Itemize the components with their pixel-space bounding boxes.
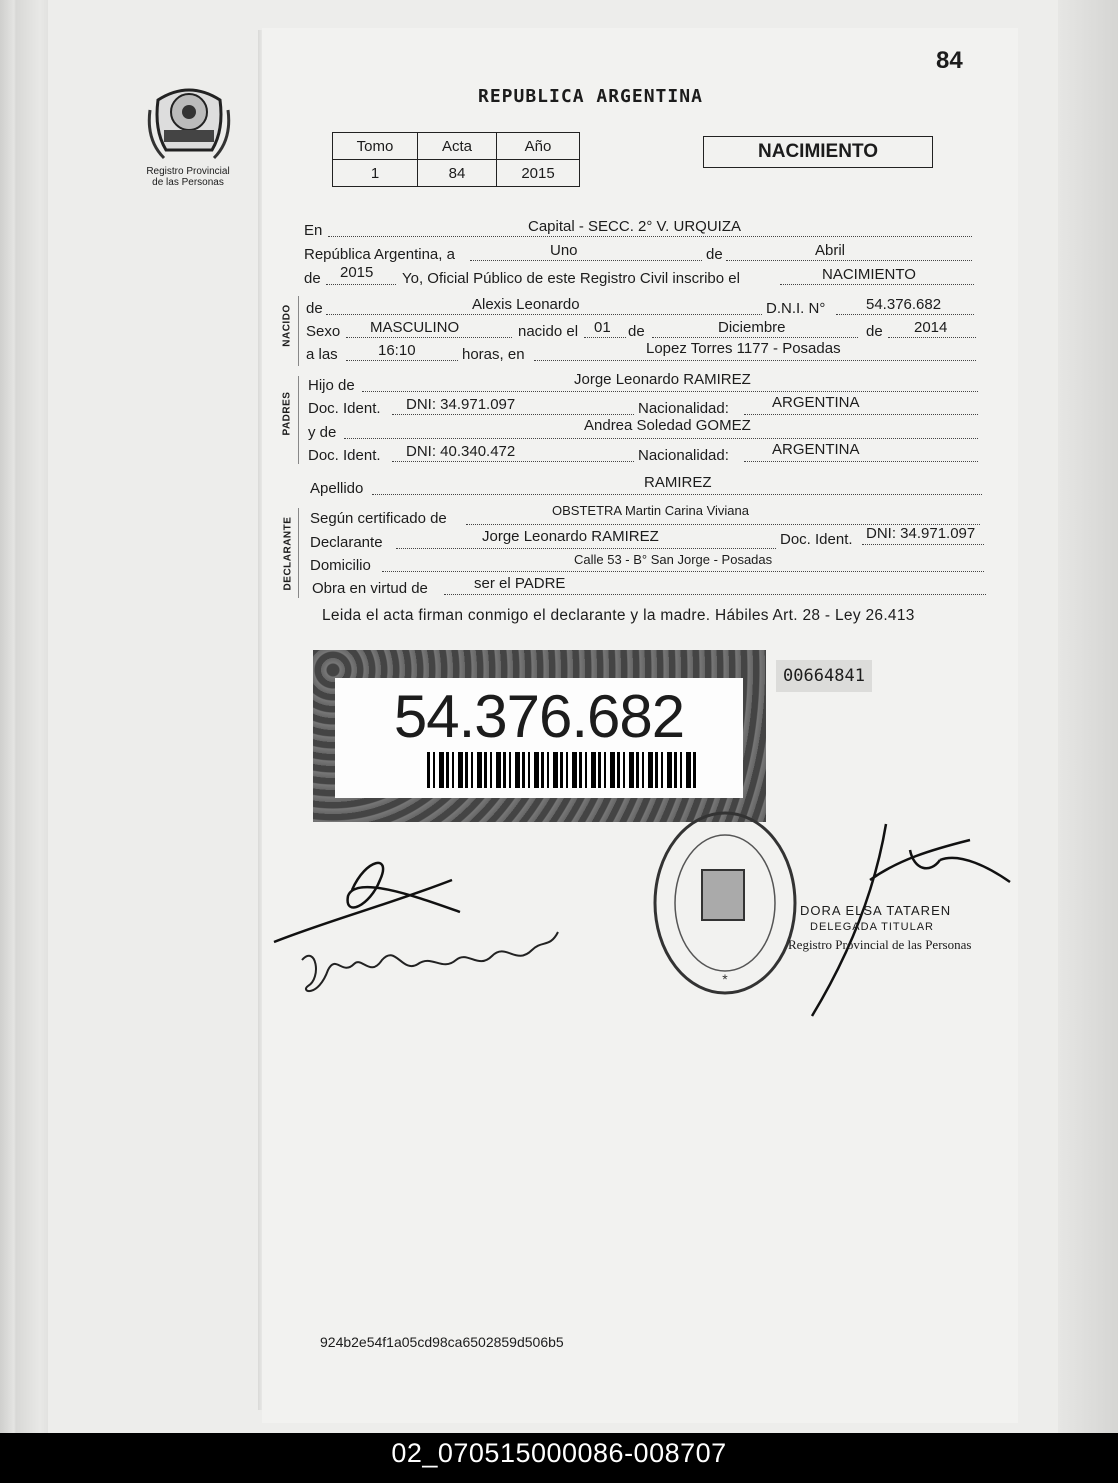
dotted-line xyxy=(362,391,978,392)
svg-text:*: * xyxy=(722,971,728,987)
alas-label: a las xyxy=(306,346,338,363)
registry-table xyxy=(332,132,580,187)
birth-month-value: Diciembre xyxy=(718,319,786,336)
padres-section-label: PADRES xyxy=(281,391,293,436)
declarante-section-label: DECLARANTE xyxy=(282,516,294,591)
page-number: 84 xyxy=(936,47,963,74)
doc-ident-label: Doc. Ident. xyxy=(308,400,381,417)
dotted-line xyxy=(470,260,702,261)
record-type-box: NACIMIENTO xyxy=(703,136,933,168)
time-value: 16:10 xyxy=(378,342,416,359)
father-name-value: Jorge Leonardo RAMIREZ xyxy=(574,371,751,388)
dotted-line xyxy=(346,360,458,361)
father-doc-value: DNI: 34.971.097 xyxy=(406,396,516,413)
mother-name-value: Andrea Soledad GOMEZ xyxy=(584,417,751,434)
dotted-line xyxy=(584,337,626,338)
domicilio-label: Domicilio xyxy=(310,557,371,574)
official-name: DORA ELSA TATAREN xyxy=(800,903,952,918)
doc-ident-label: Doc. Ident. xyxy=(780,531,853,548)
de-label: de xyxy=(628,323,645,340)
de-label: de xyxy=(304,270,321,287)
dotted-line xyxy=(396,548,776,549)
dotted-line xyxy=(372,494,982,495)
dotted-line xyxy=(726,260,972,261)
horas-label: horas, en xyxy=(462,346,525,363)
father-nationality-value: ARGENTINA xyxy=(772,394,860,411)
dotted-line xyxy=(392,414,634,415)
country-heading: REPUBLICA ARGENTINA xyxy=(478,86,703,107)
dotted-line xyxy=(328,236,972,237)
dni-stamp-panel xyxy=(335,678,743,798)
sexo-label: Sexo xyxy=(306,323,341,340)
serial-number: 00664841 xyxy=(776,660,872,692)
mother-nationality-value: ARGENTINA xyxy=(772,441,860,458)
official-title: DELEGADA TITULAR xyxy=(810,921,934,933)
nacionalidad-label: Nacionalidad: xyxy=(638,447,729,464)
dotted-line xyxy=(326,314,762,315)
apellido-value: RAMIREZ xyxy=(644,474,712,491)
section-divider xyxy=(298,508,299,598)
dni-label: D.N.I. N° xyxy=(766,300,826,317)
dotted-line xyxy=(346,337,512,338)
year-value: 2015 xyxy=(340,264,374,281)
dotted-line xyxy=(326,284,396,285)
y-de-label: y de xyxy=(308,424,337,441)
dotted-line xyxy=(888,337,976,338)
official-office: Registro Provincial de las Personas xyxy=(788,937,972,952)
day-value: Uno xyxy=(550,242,578,259)
closing-text: Leida el acta firman conmigo el declarante y la madre. Hábiles Art. 28 - Ley 26.413 xyxy=(322,607,915,624)
document-hash: 924b2e54f1a05cd98ca6502859d506b5 xyxy=(320,1334,564,1350)
registry-round-stamp xyxy=(650,808,800,998)
declarante-value: Jorge Leonardo RAMIREZ xyxy=(482,528,659,545)
section-divider xyxy=(298,296,299,366)
tomo-value: 1 xyxy=(333,160,418,187)
section-divider xyxy=(298,376,299,464)
child-dni-value: 54.376.682 xyxy=(866,296,942,313)
birth-day-value: 01 xyxy=(594,319,611,336)
official-block xyxy=(788,902,971,953)
apellido-label: Apellido xyxy=(310,480,364,497)
de-label: de xyxy=(706,246,723,263)
dotted-line xyxy=(652,337,858,338)
obra-value: ser el PADRE xyxy=(474,575,566,592)
place-value: Capital - SECC. 2° V. URQUIZA xyxy=(528,218,742,235)
mother-signature xyxy=(292,920,572,1010)
acta-header: Acta xyxy=(418,133,497,160)
dotted-line xyxy=(392,461,634,462)
nacionalidad-label: Nacionalidad: xyxy=(638,400,729,417)
ano-value: 2015 xyxy=(497,160,580,187)
dotted-line xyxy=(744,461,978,462)
dotted-line xyxy=(344,438,978,439)
birth-place-value: Lopez Torres 1177 - Posadas xyxy=(646,340,841,357)
acta-value: 84 xyxy=(418,160,497,187)
seal-caption: Registro Provincial de las Personas xyxy=(146,166,230,188)
dotted-line xyxy=(836,314,974,315)
child-name-value: Alexis Leonardo xyxy=(472,296,580,313)
dni-stamp xyxy=(313,650,766,822)
dotted-line xyxy=(744,414,978,415)
barcode xyxy=(427,752,697,788)
dotted-line xyxy=(382,571,984,572)
dotted-line xyxy=(780,284,974,285)
dni-stamp-number: 54.376.682 xyxy=(393,683,685,750)
domicilio-value: Calle 53 - B° San Jorge - Posadas xyxy=(574,552,773,567)
oficial-text: Yo, Oficial Público de este Registro Civil inscribo el xyxy=(402,270,740,287)
birth-year-value: 2014 xyxy=(914,319,948,336)
nacido-section-label: NACIDO xyxy=(281,304,293,347)
doc-ident-label: Doc. Ident. xyxy=(308,447,381,464)
footer-code: 02_070515000086-008707 xyxy=(391,1438,727,1468)
en-label: En xyxy=(304,222,323,239)
month-value: Abril xyxy=(815,242,846,259)
sexo-value: MASCULINO xyxy=(370,319,460,336)
de-label: de xyxy=(866,323,883,340)
declarante-doc-value: DNI: 34.971.097 xyxy=(866,525,976,542)
certificado-label: Según certificado de xyxy=(310,510,447,527)
provincial-seal-logo xyxy=(144,70,234,162)
certificado-value: OBSTETRA Martin Carina Viviana xyxy=(552,503,749,518)
declarante-label: Declarante xyxy=(310,534,383,551)
obra-label: Obra en virtud de xyxy=(312,580,428,597)
tomo-header: Tomo xyxy=(333,133,418,160)
inscribed-value: NACIMIENTO xyxy=(822,266,916,283)
mother-doc-value: DNI: 40.340.472 xyxy=(406,443,516,460)
dotted-line xyxy=(862,544,984,545)
dotted-line xyxy=(534,360,976,361)
de-label: de xyxy=(306,300,323,317)
republica-label: República Argentina, a xyxy=(304,246,455,263)
book-binding xyxy=(0,0,48,1433)
page-edge xyxy=(1058,0,1118,1433)
ano-header: Año xyxy=(497,133,580,160)
dotted-line xyxy=(444,594,986,595)
hijo-de-label: Hijo de xyxy=(308,377,355,394)
nacido-el-label: nacido el xyxy=(518,323,579,340)
